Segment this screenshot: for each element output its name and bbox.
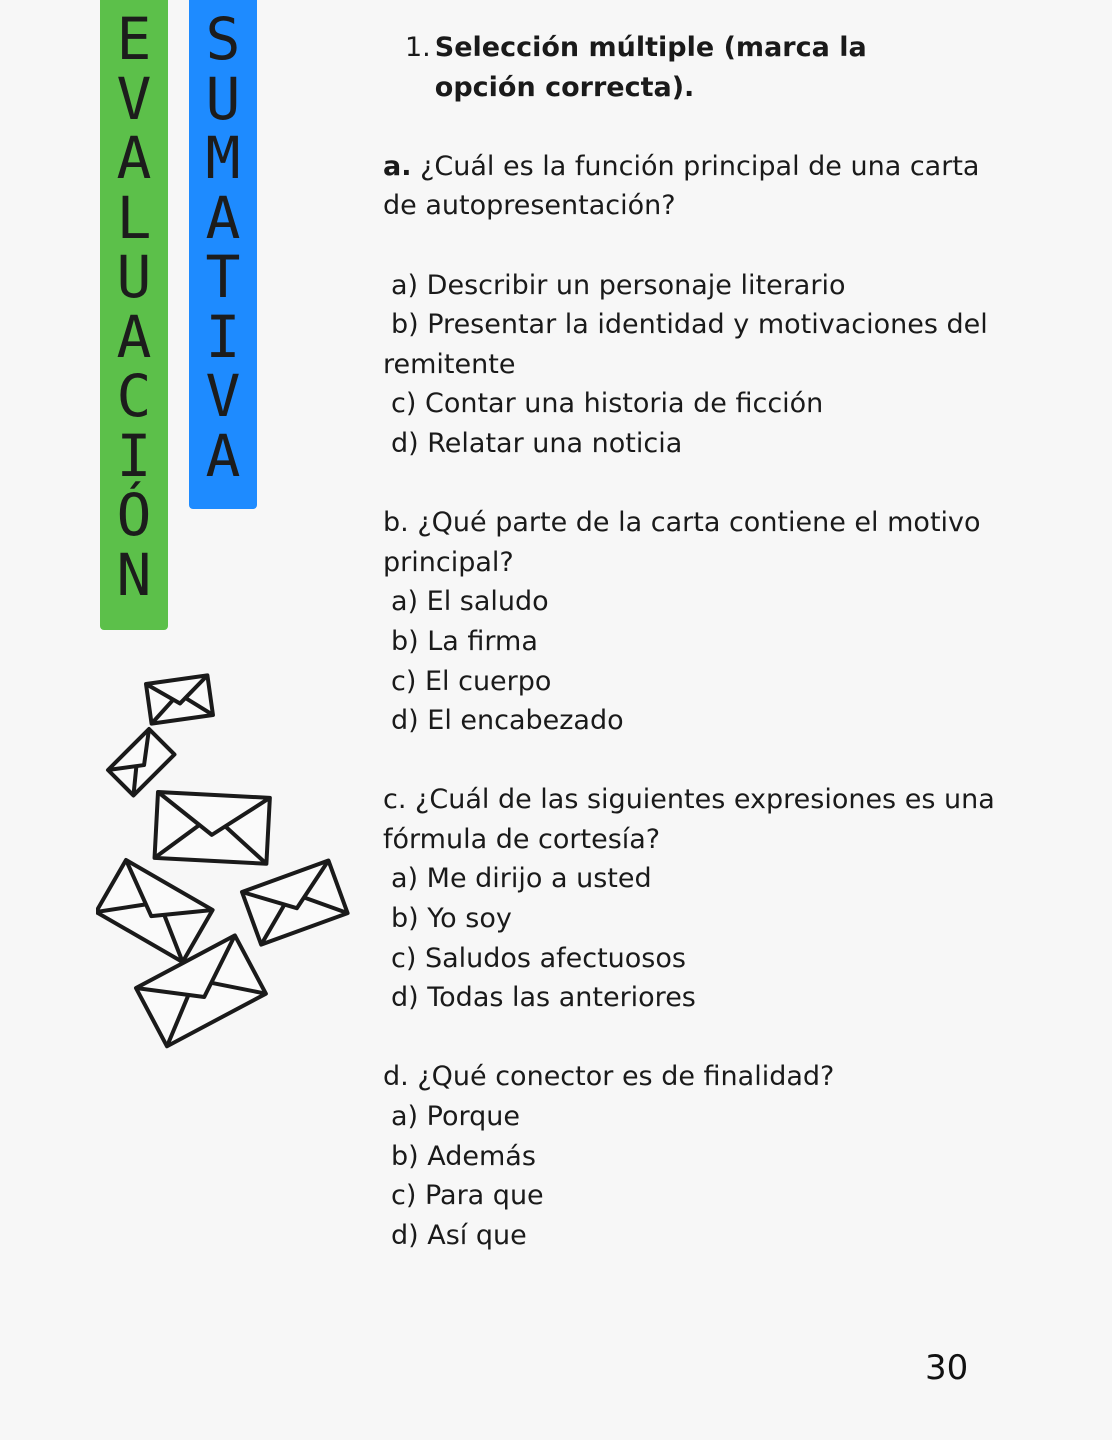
question-letter: a. (383, 150, 412, 182)
evaluacion-banner (100, 0, 168, 630)
option-item[interactable]: c) Contar una historia de ficción (391, 388, 824, 420)
evaluacion-letter: V (116, 64, 152, 133)
sumativa-letter: A (205, 183, 241, 252)
sumativa-letter: U (205, 64, 241, 133)
sumativa-letter: M (205, 124, 241, 192)
evaluacion-letter: E (116, 5, 152, 73)
evaluacion-letter: A (116, 124, 152, 192)
envelope-icon (136, 935, 266, 1046)
option-item[interactable]: c) Saludos afectuosos (391, 942, 686, 974)
envelopes-illustration-icon (96, 670, 356, 1060)
envelope-icon (242, 861, 348, 945)
option-item[interactable]: b) Yo soy (391, 903, 512, 935)
option-item[interactable]: a) El saludo (391, 586, 549, 618)
page-number: 30 (925, 1348, 969, 1388)
section-title (383, 28, 1003, 107)
envelope-icon (155, 792, 270, 864)
sumativa-letter: V (205, 362, 241, 430)
option-item[interactable]: c) Para que (391, 1180, 544, 1212)
sumativa-banner (189, 0, 257, 509)
section-title-text: Selección múltiple (marca la opción correcta). (434, 32, 867, 103)
option-item[interactable]: b) La firma (391, 625, 538, 657)
question-text: b. ¿Qué parte de la carta contiene el motivo principal? (383, 507, 981, 578)
envelope-icon (96, 860, 213, 962)
sumativa-letter: A (205, 421, 241, 490)
sumativa-letter: T (205, 243, 241, 311)
option-item[interactable]: a) Porque (391, 1101, 520, 1133)
question-d (383, 1057, 1003, 1255)
evaluacion-letter: A (116, 302, 152, 371)
envelope-icon (146, 675, 213, 723)
option-item[interactable]: a) Describir un personaje literario (391, 269, 846, 301)
section-number: 1. (405, 32, 431, 63)
option-item[interactable]: b) Presentar la identidad y motivaciones del remitente (383, 309, 988, 380)
envelope-icon (108, 729, 174, 795)
option-item[interactable]: d) Todas las anteriores (391, 982, 696, 1014)
evaluacion-letter: I (116, 421, 152, 490)
option-item[interactable]: d) Así que (391, 1219, 527, 1251)
option-item[interactable]: b) Además (391, 1140, 536, 1172)
question-a (383, 147, 1003, 464)
worksheet-content (383, 28, 1003, 1255)
evaluacion-letter: C (116, 362, 152, 430)
question-b (383, 503, 1003, 741)
question-text: d. ¿Qué conector es de finalidad? (383, 1061, 835, 1093)
evaluacion-letter: U (116, 243, 152, 311)
option-item[interactable]: d) El encabezado (391, 705, 624, 737)
option-item[interactable]: c) El cuerpo (391, 665, 552, 697)
option-item[interactable]: a) Me dirijo a usted (391, 863, 652, 895)
evaluacion-letter: L (116, 183, 152, 252)
sumativa-letter: S (205, 5, 241, 73)
question-c (383, 780, 1003, 1018)
question-text: c. ¿Cuál de las siguientes expresiones es una fórmula de cortesía? (383, 784, 995, 855)
question-text: a. ¿Cuál es la función principal de una carta de autopresentación? (383, 150, 980, 222)
sumativa-letter: I (205, 302, 241, 371)
option-item[interactable]: d) Relatar una noticia (391, 427, 683, 459)
evaluacion-letter: N (116, 540, 152, 609)
evaluacion-letter: Ó (116, 481, 152, 549)
